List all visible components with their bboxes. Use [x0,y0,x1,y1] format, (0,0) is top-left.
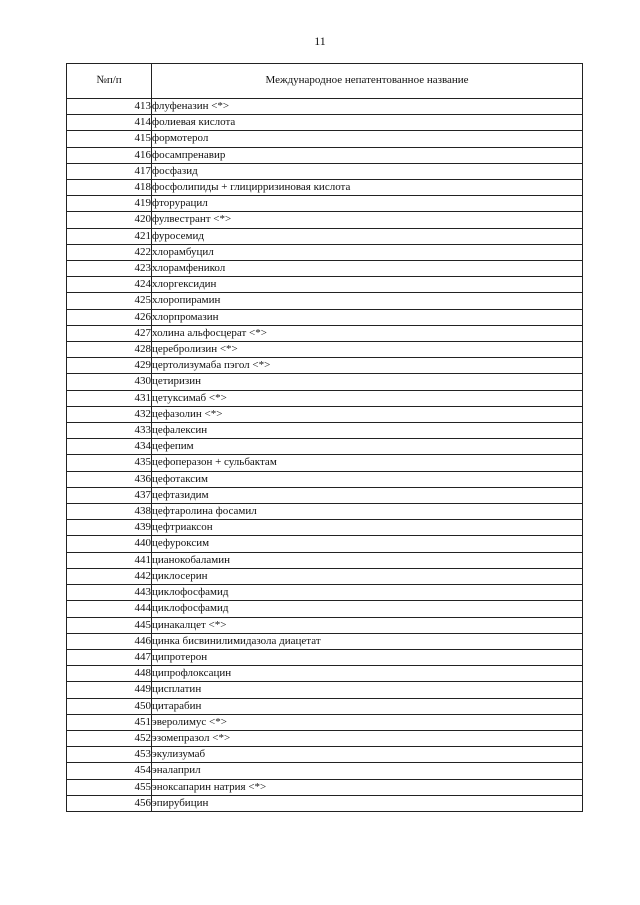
table-row [67,261,583,277]
column-header-number: №п/п [67,64,152,99]
row-number: 440 [67,536,152,552]
table-row [67,325,583,341]
drug-name: эверолимус <*> [152,714,583,730]
table-row [67,730,583,746]
table-row [67,147,583,163]
table-row [67,568,583,584]
drug-name: фосампренавир [152,147,583,163]
drug-name: хлоропирамин [152,293,583,309]
drug-name: цефтриаксон [152,520,583,536]
row-number: 451 [67,714,152,730]
table-row [67,714,583,730]
row-number: 419 [67,196,152,212]
drug-name: цинка бисвинилимидазола диацетат [152,633,583,649]
table-row [67,617,583,633]
drug-name: эноксапарин натрия <*> [152,779,583,795]
row-number: 434 [67,439,152,455]
drug-name: ципрофлоксацин [152,666,583,682]
row-number: 439 [67,520,152,536]
row-number: 452 [67,730,152,746]
table-row [67,649,583,665]
row-number: 423 [67,261,152,277]
row-number: 432 [67,406,152,422]
row-number: 422 [67,244,152,260]
table-row [67,747,583,763]
drug-name: цефтаролина фосамил [152,504,583,520]
drug-name: фосфазид [152,163,583,179]
row-number: 429 [67,358,152,374]
table-row [67,633,583,649]
table-row [67,552,583,568]
column-header-name: Международное непатентованное название [152,64,583,99]
row-number: 421 [67,228,152,244]
table-row [67,358,583,374]
row-number: 450 [67,698,152,714]
drug-name: фолиевая кислота [152,115,583,131]
drug-name: холина альфосцерат <*> [152,325,583,341]
drug-name: эзомепразол <*> [152,730,583,746]
table-header-row [67,64,583,99]
drug-name: циклофосфамид [152,585,583,601]
table-row [67,520,583,536]
row-number: 433 [67,423,152,439]
table-row [67,763,583,779]
drug-name: эпирубицин [152,795,583,811]
drug-name: эналаприл [152,763,583,779]
table-row [67,795,583,811]
drug-name: фторурацил [152,196,583,212]
table-row [67,228,583,244]
drug-name: цинакалцет <*> [152,617,583,633]
table-row [67,180,583,196]
drug-name: циклофосфамид [152,601,583,617]
table-row [67,163,583,179]
table-row [67,601,583,617]
row-number: 449 [67,682,152,698]
table-row [67,293,583,309]
row-number: 453 [67,747,152,763]
drug-name: цитарабин [152,698,583,714]
row-number: 442 [67,568,152,584]
drug-name: фуросемид [152,228,583,244]
row-number: 436 [67,471,152,487]
table-row [67,439,583,455]
drug-name: формотерол [152,131,583,147]
table-row [67,471,583,487]
row-number: 430 [67,374,152,390]
row-number: 425 [67,293,152,309]
row-number: 427 [67,325,152,341]
row-number: 414 [67,115,152,131]
table-row [67,244,583,260]
drug-name: цефотаксим [152,471,583,487]
drug-name: цетиризин [152,374,583,390]
table-row [67,423,583,439]
row-number: 416 [67,147,152,163]
row-number: 443 [67,585,152,601]
table-row [67,390,583,406]
row-number: 415 [67,131,152,147]
drug-name: хлорамбуцил [152,244,583,260]
table-row [67,698,583,714]
row-number: 455 [67,779,152,795]
table-row [67,504,583,520]
row-number: 417 [67,163,152,179]
drug-name: экулизумаб [152,747,583,763]
drug-name: цефалексин [152,423,583,439]
drug-name: цисплатин [152,682,583,698]
row-number: 456 [67,795,152,811]
row-number: 428 [67,342,152,358]
drug-name: хлоргексидин [152,277,583,293]
drug-name: флуфеназин <*> [152,99,583,115]
drug-name: ципротерон [152,649,583,665]
row-number: 418 [67,180,152,196]
table-row [67,374,583,390]
table-row [67,455,583,471]
table-row [67,115,583,131]
drug-name: цетуксимаб <*> [152,390,583,406]
drug-name: фосфолипиды + глицирризиновая кислота [152,180,583,196]
table-row [67,212,583,228]
row-number: 444 [67,601,152,617]
row-number: 424 [67,277,152,293]
row-number: 454 [67,763,152,779]
row-number: 448 [67,666,152,682]
drug-name: цертолизумаба пэгол <*> [152,358,583,374]
table-row [67,131,583,147]
row-number: 435 [67,455,152,471]
table-row [67,682,583,698]
drug-name: цианокобаламин [152,552,583,568]
table-row [67,99,583,115]
drug-name: цефазолин <*> [152,406,583,422]
table-row [67,779,583,795]
drug-name: цефоперазон + сульбактам [152,455,583,471]
drug-name: фулвестрант <*> [152,212,583,228]
table-row [67,536,583,552]
drug-name: цефтазидим [152,487,583,503]
table-row [67,309,583,325]
table-row [67,277,583,293]
drug-name: цефепим [152,439,583,455]
drug-table [66,63,583,812]
drug-name: хлорамфеникол [152,261,583,277]
row-number: 420 [67,212,152,228]
table-row [67,406,583,422]
table-row [67,342,583,358]
row-number: 431 [67,390,152,406]
page-number: 11 [314,34,326,48]
row-number: 445 [67,617,152,633]
table-row [67,196,583,212]
row-number: 447 [67,649,152,665]
row-number: 413 [67,99,152,115]
table-body [67,99,583,812]
row-number: 441 [67,552,152,568]
table-row [67,666,583,682]
row-number: 438 [67,504,152,520]
row-number: 426 [67,309,152,325]
drug-name: церебролизин <*> [152,342,583,358]
drug-name: циклосерин [152,568,583,584]
table-row [67,487,583,503]
row-number: 446 [67,633,152,649]
drug-name: цефуроксим [152,536,583,552]
table-row [67,585,583,601]
row-number: 437 [67,487,152,503]
drug-name: хлорпромазин [152,309,583,325]
